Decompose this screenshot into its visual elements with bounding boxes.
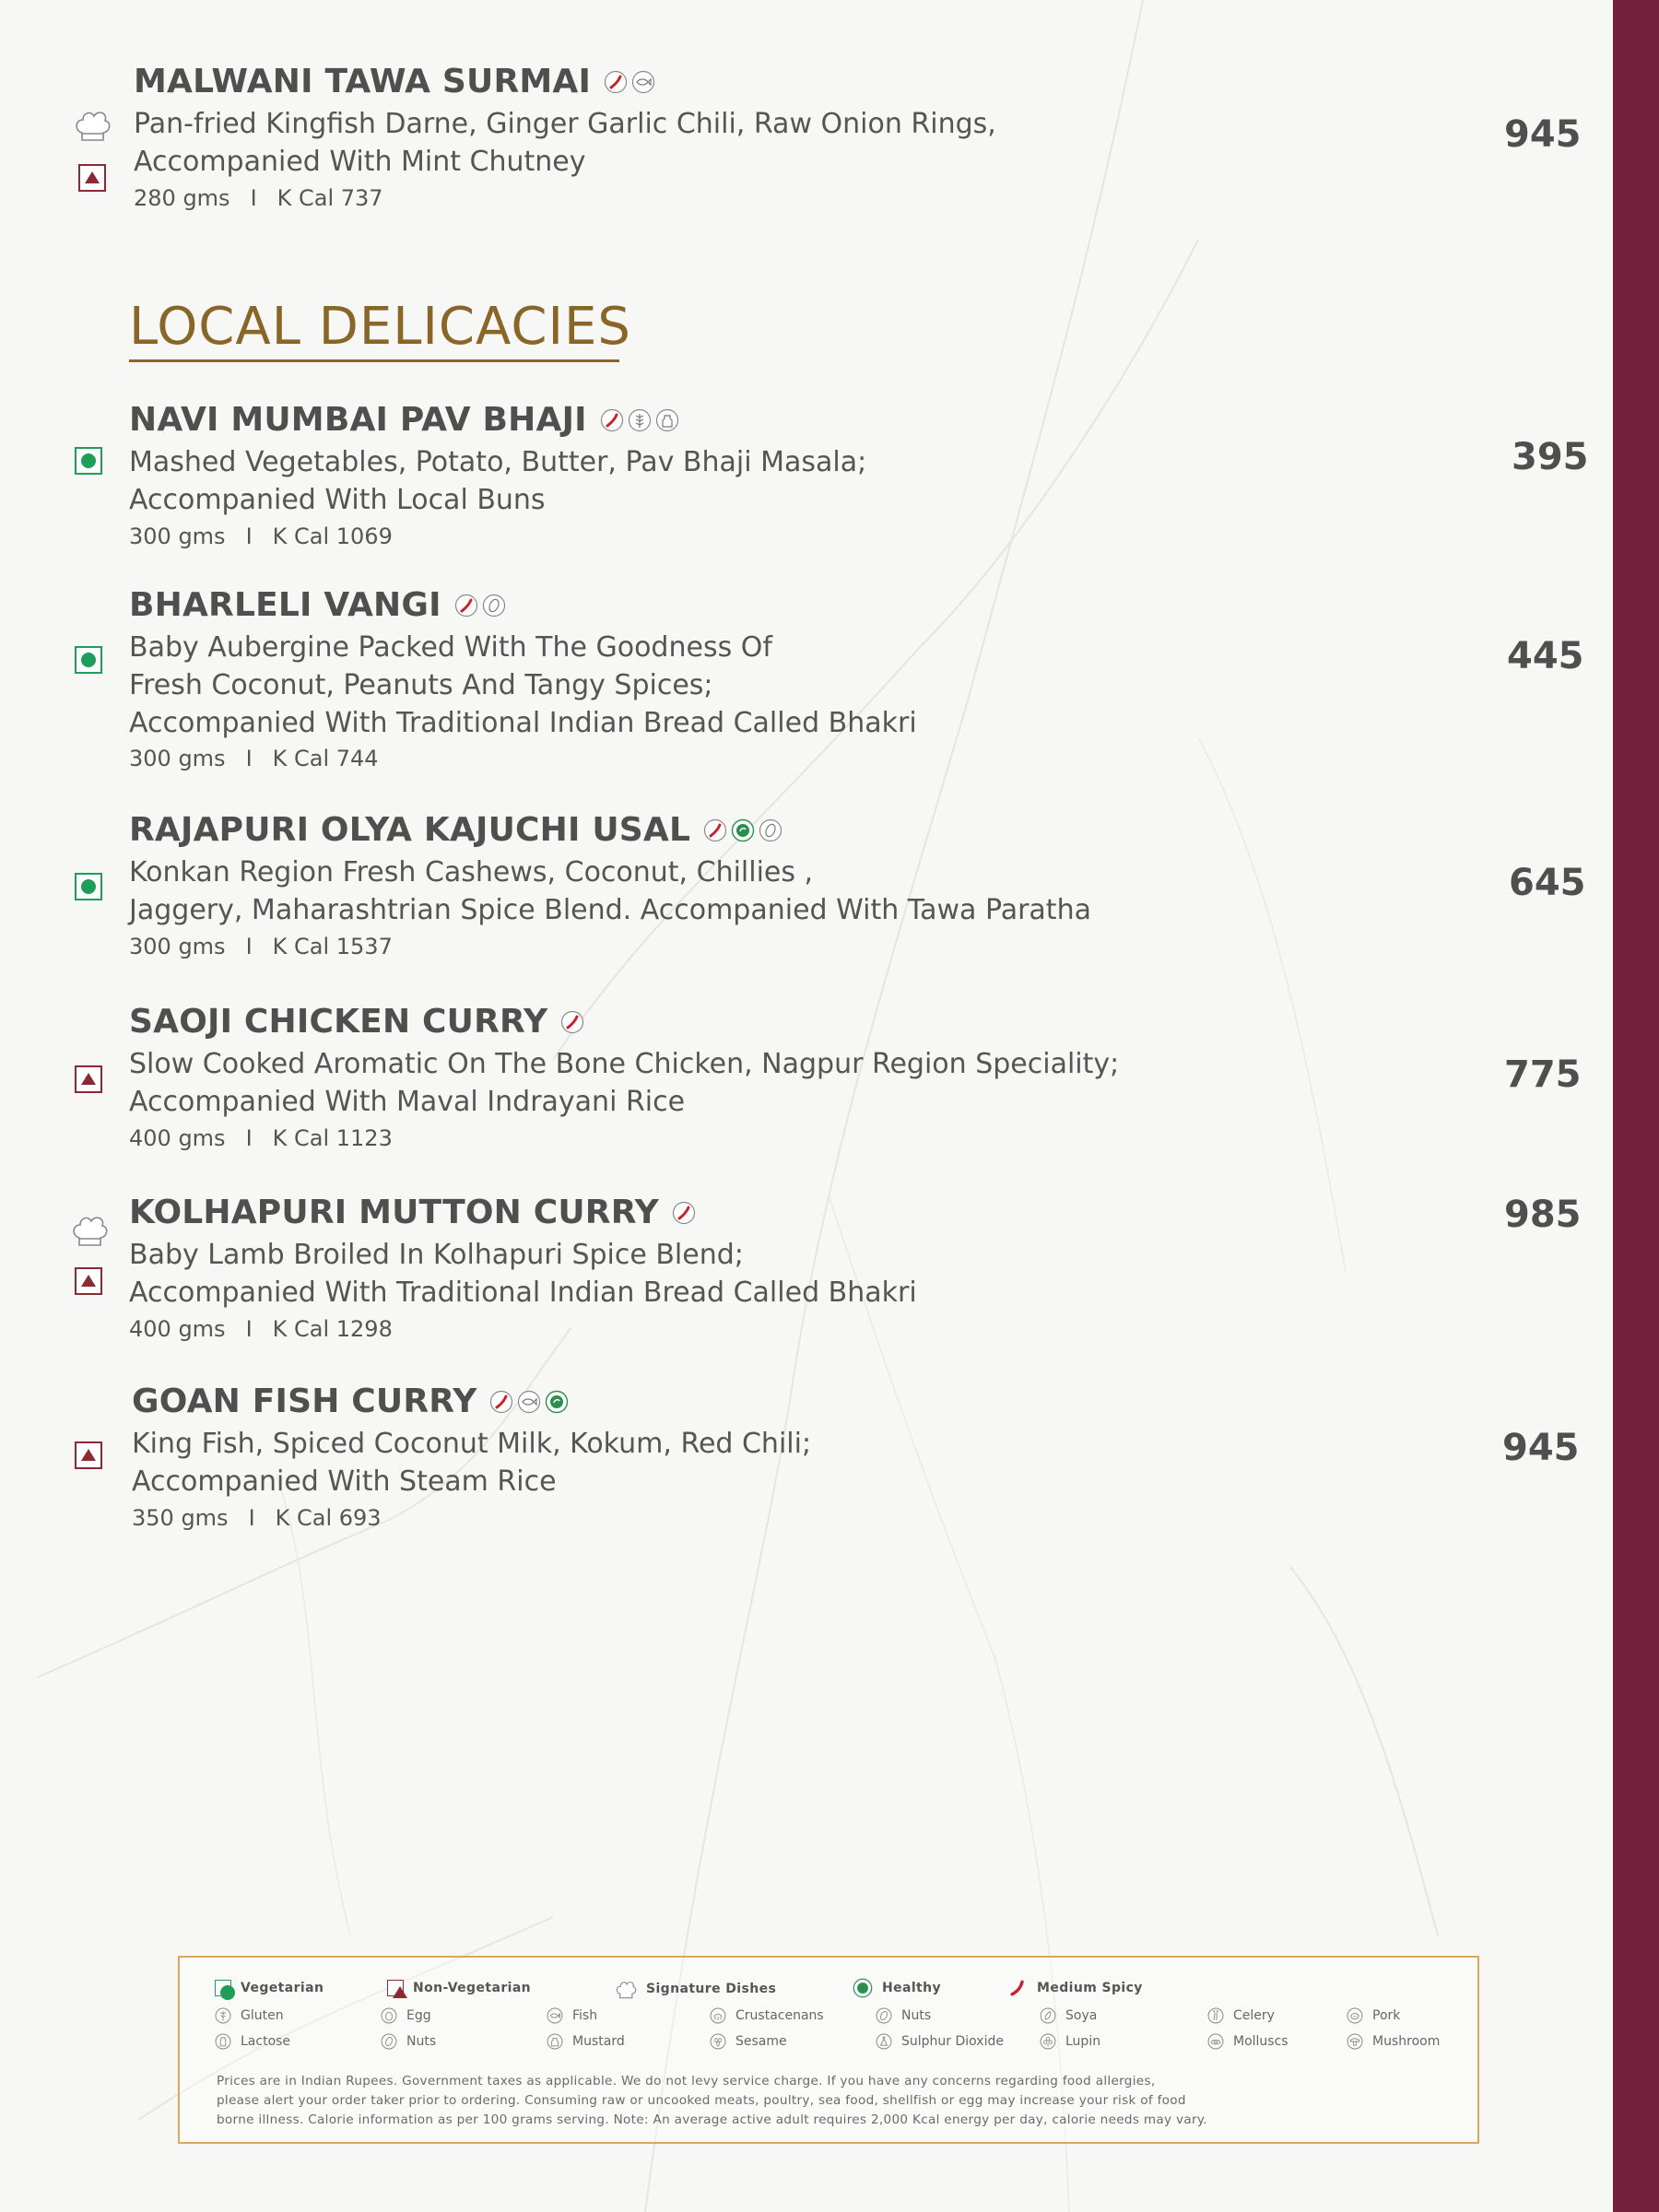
allergen-sesame [710,2033,787,2050]
dish-name-text: GOAN FISH CURRY [132,1382,477,1420]
crustaceans-icon [710,2007,726,2024]
meta-separator: I [245,1125,253,1151]
dish-item [0,586,1613,780]
dish-meta [129,1316,393,1342]
dish-desc-line: King Fish, Spiced Coconut Milk, Kokum, Red Chili; [132,1428,812,1460]
mustard-icon [547,2033,563,2050]
nuts-icon [759,818,782,842]
dish-desc-line: Accompanied With Traditional Indian Bread Called Bhakri [129,707,917,739]
chili-icon [703,818,727,842]
dish-desc-line: Accompanied With Mint Chutney [134,146,586,178]
dish-desc-line: Accompanied With Steam Rice [132,1465,557,1498]
dish-weight: 300 gms [129,746,226,771]
gluten-icon [215,2007,231,2024]
dish-meta [132,1505,382,1531]
chili-icon [604,70,628,94]
dish-meta [129,524,393,549]
dish-price: 445 [1507,635,1584,677]
dish-name [129,586,506,624]
allergen-label: Lactose [241,2034,291,2049]
dish-name [129,811,782,849]
legend-non-vegetarian [387,1980,531,1996]
dish-weight: 300 gms [129,934,226,959]
nuts-icon [876,2007,892,2024]
chili-icon [560,1010,584,1034]
non-vegetarian-mark [75,1065,102,1093]
dish-weight: 400 gms [129,1316,226,1342]
dish-desc-line: Mashed Vegetables, Potato, Butter, Pav Bhaji Masala; [129,446,867,478]
dish-kcal: K Cal 737 [276,185,383,211]
vegetarian-mark [215,1980,231,1996]
dish-desc-line: Accompanied With Local Buns [129,484,546,516]
dish-name-text: MALWANI TAWA SURMAI [134,63,592,100]
legend-label: Vegetarian [241,1981,324,1995]
dish-meta [134,185,383,211]
healthy-icon [731,818,755,842]
fish-icon [517,1390,541,1414]
chili-icon [600,408,624,432]
dish-weight: 280 gms [134,185,230,211]
dish-price: 645 [1509,862,1586,904]
dish-kcal: K Cal 744 [272,746,379,771]
meta-separator: I [245,524,253,549]
dish-description [129,443,866,519]
non-vegetarian-mark [75,1441,102,1469]
dish-item [0,811,1613,968]
signature-chef-hat-icon [73,105,112,144]
allergen-fish [547,2007,597,2024]
dish-item [0,1003,1613,1159]
dish-name-text: BHARLELI VANGI [129,586,441,624]
dish-desc-line: Baby Aubergine Packed With The Goodness Of [129,631,772,664]
dish-item [0,1194,1613,1350]
lupin-icon [1040,2033,1056,2050]
meta-separator: I [248,1505,255,1531]
dish-name-text: NAVI MUMBAI PAV BHAJI [129,401,587,439]
dish-item [0,1382,1613,1539]
gluten-icon [628,408,652,432]
legend-label: Healthy [882,1981,942,1995]
section-title: LOCAL DELICACIES [129,297,631,357]
disclaimer-line: Prices are in Indian Rupees. Government taxes as applicable. We do not levy service charge. If you have any concerns regarding food allergies, [217,2074,1156,2088]
allergen-gluten [215,2007,284,2024]
mustard-icon [655,408,679,432]
legend-label: Non-Vegetarian [413,1981,532,1995]
pork-icon [1347,2007,1363,2024]
healthy-icon [853,1978,873,1998]
soya-icon [1040,2007,1056,2024]
non-vegetarian-mark [387,1980,404,1996]
sulphur-dioxide-icon [876,2033,892,2050]
allergen-mushroom [1347,2033,1440,2050]
dish-kcal: K Cal 1069 [272,524,393,549]
section-underline [129,359,619,362]
allergen-nuts-2 [381,2033,436,2050]
dish-kcal: K Cal 693 [275,1505,382,1531]
dish-weight: 300 gms [129,524,226,549]
allergen-label: Nuts [901,2008,932,2023]
legend-box [178,1956,1479,2144]
molluscs-icon [1207,2033,1224,2050]
dish-desc-line: Fresh Coconut, Peanuts And Tangy Spices; [129,669,713,701]
egg-icon [381,2007,397,2024]
dish-kcal: K Cal 1123 [272,1125,393,1151]
dish-price: 945 [1504,113,1582,156]
allergen-label: Fish [572,2008,598,2023]
dish-description [129,629,917,742]
legend-medium-spicy [1007,1978,1143,1998]
allergen-soya [1040,2007,1097,2024]
dish-name-text: RAJAPURI OLYA KAJUCHI USAL [129,811,691,849]
dish-name [134,63,655,100]
dish-item [0,63,1613,219]
legend-vegetarian [215,1980,324,1996]
allergen-label: Sulphur Dioxide [901,2034,1004,2049]
chili-icon [489,1390,513,1414]
allergen-lactose [215,2033,290,2050]
allergen-label: Nuts [406,2034,437,2049]
allergen-label: Crustacenans [735,2008,824,2023]
allergen-lupin [1040,2033,1100,2050]
dish-name [132,1382,569,1420]
legend-label: Signature Dishes [646,1982,777,1996]
dish-meta [129,746,379,771]
dish-price: 775 [1504,1053,1582,1096]
allergen-label: Mustard [572,2034,625,2049]
legend-disclaimer [217,2072,1207,2130]
vegetarian-mark [75,447,102,475]
chili-icon [454,594,478,618]
dish-kcal: K Cal 1298 [272,1316,393,1342]
mushroom-icon [1347,2033,1363,2050]
allergen-label: Sesame [735,2034,787,2049]
healthy-icon [545,1390,569,1414]
dish-weight: 400 gms [129,1125,226,1151]
allergen-egg [381,2007,431,2024]
disclaimer-line: please alert your order taker prior to ordering. Consuming raw or uncooked meats, poultry, sea food, shellfish or egg may increase your risk of food [217,2093,1186,2108]
allergen-molluscs [1207,2033,1288,2050]
celery-icon [1207,2007,1224,2024]
allergen-pork [1347,2007,1400,2024]
dish-description [134,105,996,181]
accent-side-bar [1613,0,1659,2212]
allergen-label: Celery [1233,2008,1275,2023]
meta-separator: I [245,1316,253,1342]
fish-icon [631,70,655,94]
nuts-icon [482,594,506,618]
dish-desc-line: Accompanied With Maval Indrayani Rice [129,1086,686,1118]
meta-separator: I [250,185,257,211]
vegetarian-mark [75,646,102,674]
sesame-icon [710,2033,726,2050]
fish-icon [547,2007,563,2024]
dish-desc-line: Baby Lamb Broiled In Kolhapuri Spice Blend; [129,1239,744,1271]
dish-kcal: K Cal 1537 [272,934,393,959]
dish-price: 395 [1512,436,1589,478]
dish-description [129,1236,917,1312]
disclaimer-line: borne illness. Calorie information as per 100 grams serving. Note: An average active adult requires 2,000 Kcal energy per day, calorie needs may vary. [217,2112,1207,2127]
legend-signature [615,1978,776,2000]
legend-healthy [853,1978,941,1998]
allergen-label: Lupin [1065,2034,1101,2049]
vegetarian-mark [75,873,102,900]
meta-separator: I [245,746,253,771]
dish-name-text: SAOJI CHICKEN CURRY [129,1003,548,1041]
allergen-label: Molluscs [1233,2034,1288,2049]
dish-name [129,401,679,439]
legend-label: Medium Spicy [1037,1981,1143,1995]
non-vegetarian-mark [75,1267,102,1295]
dish-desc-line: Slow Cooked Aromatic On The Bone Chicken, Nagpur Region Speciality; [129,1048,1120,1080]
dish-price: 945 [1502,1427,1580,1469]
dish-desc-line: Konkan Region Fresh Cashews, Coconut, Chillies , [129,856,814,888]
dish-desc-line: Pan-fried Kingfish Darne, Ginger Garlic Chili, Raw Onion Rings, [134,108,996,140]
allergen-label: Pork [1372,2008,1401,2023]
allergen-celery [1207,2007,1275,2024]
dish-meta [129,1125,393,1151]
chef-hat-icon [615,1978,637,2000]
dish-name-text: KOLHAPURI MUTTON CURRY [129,1194,659,1231]
dish-desc-line: Jaggery, Maharashtrian Spice Blend. Accompanied With Tawa Paratha [129,894,1091,926]
chili-icon [672,1201,696,1225]
nuts-icon [381,2033,397,2050]
dish-item [0,401,1613,558]
dish-price: 985 [1504,1194,1582,1236]
allergen-label: Mushroom [1372,2034,1441,2049]
dish-meta [129,934,393,959]
dish-description [132,1425,811,1500]
dish-desc-line: Accompanied With Traditional Indian Bread Called Bhakri [129,1277,917,1309]
allergen-label: Egg [406,2008,431,2023]
dish-description [129,853,1091,929]
allergen-label: Gluten [241,2008,284,2023]
allergen-label: Soya [1065,2008,1098,2023]
allergen-crustaceans [710,2007,824,2024]
dish-name [129,1003,584,1041]
dish-weight: 350 gms [132,1505,229,1531]
chili-icon [1007,1978,1028,1998]
allergen-sulphur-dioxide [876,2033,1004,2050]
allergen-nuts [876,2007,931,2024]
meta-separator: I [245,934,253,959]
lactose-icon [215,2033,231,2050]
non-vegetarian-mark [78,164,106,192]
dish-name [129,1194,696,1231]
dish-description [129,1045,1119,1121]
allergen-mustard [547,2033,625,2050]
signature-chef-hat-icon [70,1210,109,1249]
